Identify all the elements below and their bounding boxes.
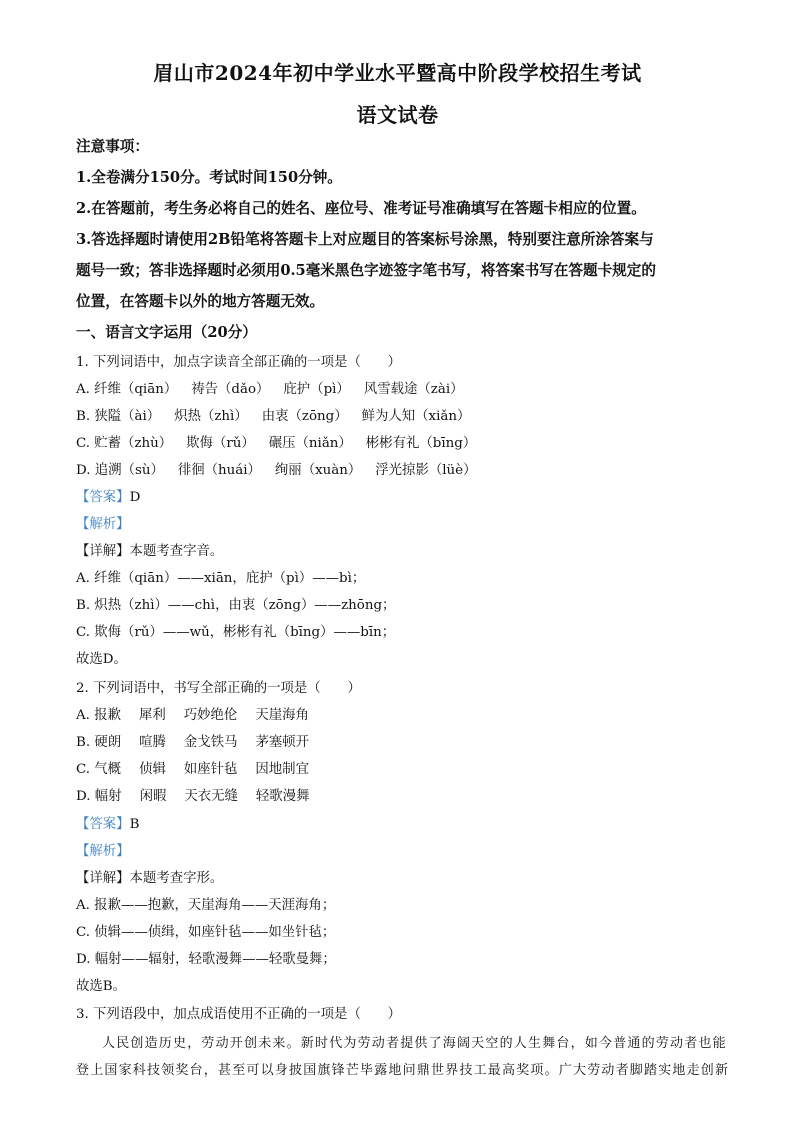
conclusion: 故选D。 [76, 652, 127, 667]
question-2-option-a: A. 报歉 犀利 巧妙绝伦 天崖海角 [76, 708, 309, 723]
detail-text: 【详解】本题考查字形。 [76, 871, 224, 886]
answer-value: B [129, 817, 140, 832]
question-2-option-c: C. 气概 侦辑 如座针毡 因地制宜 [76, 762, 309, 777]
exam-subtitle: 语文试卷 [356, 103, 439, 127]
analysis-tag: 【解析】 [76, 517, 130, 532]
question-1-option-c: C. 贮蓄（zhù） 欺侮（rǔ） 碾压（niǎn） 彬彬有礼（bīng） [76, 436, 477, 451]
explanation-line: A. 报歉——抱歉，天崖海角——天涯海角； [76, 898, 336, 913]
question-2-answer [76, 816, 139, 834]
section-heading: 一、语言文字运用（20分） [76, 324, 257, 341]
question-2-option-b: B. 硬朗 喧腾 金戈铁马 茅塞顿开 [76, 735, 310, 750]
passage-line: 人民创造历史，劳动开创未来。新时代为劳动者提供了海阔天空的人生舞台，如今普通的劳动者也能 [102, 1036, 727, 1051]
exam-title: 眉山市2024年初中学业水平暨高中阶段学校招生考试 [153, 61, 642, 85]
question-1-answer [76, 489, 140, 507]
question-1-option-d: D. 追溯（sù） 徘徊（huái） 绚丽（xuàn） 浮光掠影（lüè） [76, 463, 477, 478]
passage-line: 登上国家科技领奖台，甚至可以身披国旗锋芒毕露地问鼎世界技工最高奖项。广大劳动者脚踏实地走创新 [76, 1063, 730, 1078]
notice-item: 3.答选择题时请使用2B铅笔将答题卡上对应题目的答案标号涂黑，特别要注意所涂答案与 [76, 231, 654, 248]
explanation-line: C. 欺侮（rǔ）——wǔ，彬彬有礼（bīng）——bīn； [76, 625, 396, 640]
explanation-line: D. 幅射——辐射，轻歌漫舞——轻歌曼舞； [76, 952, 336, 967]
notice-item: 位置，在答题卡以外的地方答题无效。 [76, 293, 325, 310]
answer-tag: 【答案】 [76, 817, 130, 832]
detail-text: 【详解】本题考查字音。 [76, 544, 224, 559]
question-3-stem: 3. 下列语段中，加点成语使用不正确的一项是（ ） [76, 1007, 402, 1022]
explanation-line: B. 炽热（zhì）——chì，由衷（zōng）——zhōng； [76, 598, 396, 613]
question-2-stem: 2. 下列词语中，书写全部正确的一项是（ ） [76, 681, 361, 696]
notice-item: 2.在答题前，考生务必将自己的姓名、座位号、准考证号准确填写在答题卡相应的位置。 [76, 200, 646, 217]
explanation-line: A. 纤维（qiān）——xiān，庇护（pì）——bì； [76, 571, 366, 586]
analysis-tag: 【解析】 [76, 844, 130, 859]
answer-tag: 【答案】 [76, 490, 130, 505]
notice-heading: 注意事项： [76, 138, 149, 155]
question-1-option-b: B. 狭隘（ài） 炽热（zhì） 由衷（zōng） 鲜为人知（xiǎn） [76, 409, 471, 424]
question-1-option-a: A. 纤维（qiān） 祷告（dǎo） 庇护（pì） 风雪载途（zài） [76, 382, 464, 397]
answer-value: D [129, 490, 141, 505]
notice-item: 1.全卷满分150分。考试时间150分钟。 [76, 169, 342, 186]
question-2-option-d: D. 幅射 闲暇 天衣无缝 轻歌漫舞 [76, 789, 310, 804]
question-1-stem: 1. 下列词语中，加点字读音全部正确的一项是（ ） [76, 355, 402, 370]
notice-item: 题号一致；答非选择题时必须用0.5毫米黑色字迹签字笔书写，将答案书写在答题卡规定的 [76, 262, 656, 279]
explanation-line: C. 侦辑——侦缉，如座针毡——如坐针毡； [76, 925, 336, 940]
conclusion: 故选B。 [76, 979, 127, 994]
